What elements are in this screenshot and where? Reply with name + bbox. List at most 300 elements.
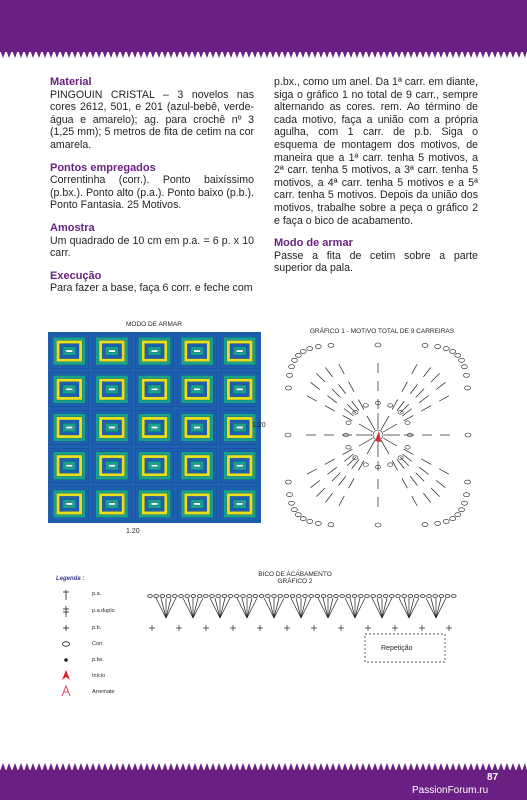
chain-loop xyxy=(452,595,457,598)
chain-loop xyxy=(459,508,465,512)
chain-loop xyxy=(290,595,295,598)
repeat-label: Repetição xyxy=(381,645,413,652)
chain-loop xyxy=(160,595,165,598)
stitch-post xyxy=(325,406,335,411)
chain-loop xyxy=(148,595,153,598)
motif-ring xyxy=(109,350,116,352)
heading-pontos: Pontos empregados xyxy=(50,161,156,174)
chain-loop xyxy=(235,595,240,598)
stitch-post xyxy=(311,480,320,487)
chain-loop xyxy=(388,404,393,408)
legend-title: Legenda : xyxy=(56,576,85,582)
motif-ring xyxy=(109,503,116,505)
chain-loop xyxy=(340,595,345,598)
motif-ring xyxy=(236,426,243,428)
motif-square xyxy=(220,334,259,368)
heading-modo-de-armar: Modo de armar xyxy=(274,237,353,250)
chain-loop xyxy=(383,595,388,598)
stitch-post xyxy=(431,488,440,497)
chain-loop xyxy=(185,595,190,598)
heading-material: Material xyxy=(50,76,92,88)
chain-loop xyxy=(287,373,293,377)
stitch-post xyxy=(352,401,359,410)
chain-loop xyxy=(433,595,438,598)
motif-ring xyxy=(194,388,201,390)
assembly-grid-diagram xyxy=(48,332,261,523)
chain-loop xyxy=(204,595,209,598)
shell-stitch xyxy=(355,598,365,618)
top-zigzag-border xyxy=(0,50,527,58)
stitch-post xyxy=(358,400,363,410)
shell-stitch xyxy=(166,598,171,618)
chain-loop xyxy=(455,353,461,357)
motif-ring xyxy=(109,426,116,428)
legend-arremate-icon xyxy=(62,686,70,696)
chain-loop xyxy=(179,595,184,598)
graphic1-title: GRÁFICO 1 - MOTIVO TOTAL DE 9 CARREIRAS xyxy=(309,328,455,335)
shell-stitch xyxy=(328,598,333,618)
text-pontos: Correntinha (corr.). Ponto baixíssimo (p.bx.). Ponto alto (p.a.). Ponto baixo (p.b.). Ponto Fantasia. 25 Motivos. xyxy=(50,174,254,212)
chain-loop xyxy=(309,595,314,598)
heading-amostra: Amostra xyxy=(50,221,95,234)
chain-loop xyxy=(197,595,202,598)
chain-loop xyxy=(247,595,252,598)
chain-loop xyxy=(285,386,291,390)
shell-stitch xyxy=(269,598,274,618)
motif-ring xyxy=(236,350,243,352)
chain-loop xyxy=(390,595,395,598)
motif-ring xyxy=(151,503,158,505)
chain-loop xyxy=(328,595,333,598)
chain-loop xyxy=(278,595,283,598)
stitch-post xyxy=(402,454,411,461)
chain-loop xyxy=(346,595,351,598)
stitch-post xyxy=(347,404,356,413)
stitch-post xyxy=(367,416,375,430)
chain-loop xyxy=(435,345,441,349)
chain-loop xyxy=(315,521,321,525)
motif-ring xyxy=(66,426,73,428)
motif-ring xyxy=(109,388,116,390)
chain-loop xyxy=(295,513,301,517)
chain-loop xyxy=(287,493,293,497)
chain-loop xyxy=(422,343,428,347)
chain-loop xyxy=(463,373,469,377)
chain-loop xyxy=(346,421,351,425)
assembly-width-label: 1.20 xyxy=(126,528,140,535)
shell-stitch xyxy=(247,598,257,618)
stitch-post xyxy=(338,476,345,485)
chain-loop xyxy=(377,595,382,598)
shell-stitch xyxy=(372,598,382,618)
shell-stitch xyxy=(193,598,198,618)
shell-stitch xyxy=(404,598,409,618)
shell-stitch xyxy=(355,598,360,618)
stitch-post xyxy=(325,493,332,502)
motif-ring xyxy=(236,465,243,467)
stitch-post xyxy=(311,382,320,389)
shell-stitch xyxy=(382,598,387,618)
stitch-post xyxy=(359,424,373,432)
text-modo-de-armar: Passe a fita de cetim sobre a parte superior da pala. xyxy=(274,249,478,275)
motif-ring xyxy=(194,503,201,505)
assembly-title: MODO DE ARMAR xyxy=(126,321,182,328)
chain-loop xyxy=(363,404,368,408)
legend-inicio-icon xyxy=(62,670,70,680)
stitch-post xyxy=(439,396,449,401)
legend-item-pa: p.a. xyxy=(92,591,102,597)
chain-loop xyxy=(421,595,426,598)
stitch-post xyxy=(349,382,354,392)
motif-square xyxy=(135,334,174,368)
shell-stitch xyxy=(345,598,355,618)
shell-stitch xyxy=(247,598,252,618)
motif-ring xyxy=(66,465,73,467)
stitch-post xyxy=(325,459,335,464)
graphic2-title-line2: GRÁFICO 2 xyxy=(277,578,313,585)
motif-ring xyxy=(236,388,243,390)
stitch-post xyxy=(381,416,389,430)
motif-square xyxy=(220,449,259,483)
motif-square xyxy=(50,372,89,406)
stitch-post xyxy=(383,424,397,432)
chain-loop xyxy=(303,595,308,598)
legend-item-pbx: p.bx. xyxy=(92,657,104,663)
stitch-post xyxy=(402,478,407,488)
chain-loop xyxy=(405,421,410,425)
stitch-post xyxy=(339,496,344,506)
motif-ring xyxy=(151,426,158,428)
chain-loop xyxy=(465,480,471,484)
shell-stitch xyxy=(291,598,301,618)
chain-loop xyxy=(443,347,449,351)
stitch-post xyxy=(332,473,341,482)
stitch-post xyxy=(359,438,373,446)
shell-stitch xyxy=(409,598,419,618)
chain-loop xyxy=(272,595,277,598)
shell-stitch xyxy=(188,598,193,618)
stitch-post xyxy=(436,382,445,389)
stitch-post xyxy=(307,396,317,401)
chain-loop xyxy=(463,493,469,497)
text-amostra: Um quadrado de 10 cm em p.a. = 6 p. x 10 carr. xyxy=(50,234,254,260)
shell-stitch xyxy=(426,598,436,618)
motif-ring xyxy=(194,350,201,352)
stitch-post xyxy=(307,469,317,474)
shell-stitch xyxy=(220,598,230,618)
stitch-post xyxy=(338,384,345,393)
chain-loop xyxy=(371,595,376,598)
stitch-post xyxy=(436,480,445,487)
chain-loop xyxy=(445,595,450,598)
stitch-post xyxy=(327,467,336,474)
chain-loop xyxy=(315,345,321,349)
chain-loop xyxy=(173,595,178,598)
chain-loop xyxy=(461,365,467,369)
motif-ring xyxy=(194,465,201,467)
chain-loop xyxy=(359,595,364,598)
chain-loop xyxy=(253,595,258,598)
left-column xyxy=(50,76,254,305)
motif-square xyxy=(93,372,132,406)
stitch-post xyxy=(344,409,353,416)
graphic1-motif-chart xyxy=(283,340,473,530)
chain-loop xyxy=(321,595,326,598)
stitch-post xyxy=(325,368,332,377)
stitch-post xyxy=(339,364,344,374)
site-watermark: PassionForum.ru xyxy=(412,785,489,796)
text-material: PINGOUIN CRISTAL – 3 novelos nas cores 2612, 501, e 201 (azul-bebê, verde-água e amarelo); ag. para crochê nº 3 (1,25 mm); 5 metros de fita de cetim na cor amarela. xyxy=(50,88,254,151)
chain-loop xyxy=(450,517,456,521)
stitch-post xyxy=(410,384,417,393)
chain-loop xyxy=(352,595,357,598)
stitch-post xyxy=(402,409,411,416)
chain-loop xyxy=(295,353,301,357)
chain-loop xyxy=(465,433,471,437)
shell-stitch xyxy=(382,598,392,618)
stitch-post xyxy=(344,454,353,461)
shell-stitch xyxy=(274,598,284,618)
legend-pbx-icon xyxy=(64,658,68,662)
chain-loop xyxy=(259,595,264,598)
stitch-post xyxy=(347,457,356,466)
shell-stitch xyxy=(431,598,436,618)
stitch-post xyxy=(421,459,431,464)
motif-ring xyxy=(66,388,73,390)
motif-ring xyxy=(109,465,116,467)
stitch-post xyxy=(392,400,397,410)
top-band xyxy=(0,0,527,52)
motif-square xyxy=(93,449,132,483)
shell-stitch xyxy=(237,598,247,618)
chain-loop xyxy=(291,358,297,362)
legend-symbols xyxy=(56,588,76,698)
chain-loop xyxy=(396,595,401,598)
chain-loop xyxy=(405,445,410,449)
legend-item-corr: Corr. xyxy=(92,641,104,647)
motif-square xyxy=(93,410,132,444)
chain-loop xyxy=(461,501,467,505)
stitch-post xyxy=(421,406,431,411)
motif-square xyxy=(220,487,259,521)
chain-loop xyxy=(422,523,428,527)
shell-stitch xyxy=(193,598,203,618)
stitch-post xyxy=(332,389,341,398)
motif-square xyxy=(178,372,217,406)
motif-ring xyxy=(66,350,73,352)
motif-ring xyxy=(151,350,158,352)
motif-square xyxy=(50,410,89,444)
chain-loop xyxy=(465,386,471,390)
chain-loop xyxy=(266,595,271,598)
legend-corr-icon xyxy=(63,642,70,646)
motif-ring xyxy=(236,503,243,505)
shell-stitch xyxy=(436,598,441,618)
stitch-post xyxy=(419,395,428,402)
motif-square xyxy=(50,334,89,368)
stitch-post xyxy=(349,478,354,488)
shell-stitch xyxy=(215,598,220,618)
chain-loop xyxy=(414,595,419,598)
stitch-post xyxy=(431,373,440,382)
shell-stitch xyxy=(210,598,220,618)
stitch-post xyxy=(400,457,409,466)
motif-square xyxy=(178,449,217,483)
legend-item-pa-duplo: p.a.duplo xyxy=(92,608,115,614)
motif-square xyxy=(50,449,89,483)
chain-loop xyxy=(346,445,351,449)
motif-square xyxy=(135,449,174,483)
chain-loop xyxy=(228,595,233,598)
motif-square xyxy=(93,334,132,368)
chain-loop xyxy=(375,523,381,527)
chain-loop xyxy=(300,349,306,353)
stitch-post xyxy=(352,459,359,468)
stitch-post xyxy=(343,449,353,454)
stitch-post xyxy=(439,469,449,474)
shell-stitch xyxy=(350,598,355,618)
stitch-post xyxy=(416,473,425,482)
stitch-post xyxy=(412,496,417,506)
legend-item-arremate: Arremate xyxy=(92,689,115,695)
chain-loop xyxy=(315,595,320,598)
stitch-post xyxy=(404,415,414,420)
shell-stitch xyxy=(156,598,166,618)
chain-loop xyxy=(210,595,215,598)
stitch-post xyxy=(327,395,336,402)
shell-stitch xyxy=(328,598,338,618)
stitch-post xyxy=(423,368,430,377)
chain-loop xyxy=(450,349,456,353)
motif-square xyxy=(178,487,217,521)
chain-loop xyxy=(402,595,407,598)
chain-loop xyxy=(222,595,227,598)
chain-loop xyxy=(241,595,246,598)
shell-stitch xyxy=(183,598,193,618)
shell-stitch xyxy=(166,598,176,618)
stitch-post xyxy=(381,440,389,454)
chain-loop xyxy=(459,358,465,362)
shell-stitch xyxy=(323,598,328,618)
shell-stitch xyxy=(399,598,409,618)
chain-loop xyxy=(363,463,368,467)
chain-loop xyxy=(289,365,295,369)
chain-loop xyxy=(328,343,334,347)
motif-square xyxy=(135,372,174,406)
assembly-height-label: 1.20 xyxy=(252,422,266,429)
stitch-post xyxy=(383,438,397,446)
motif-square xyxy=(50,487,89,521)
chain-loop xyxy=(284,595,289,598)
text-execucao-continued: p.bx., como um anel. Da 1ª carr. em diante, siga o gráfico 1 no total de 9 carr., sempre alternando as cores. rem. Ao término de cada motivo, faça a união com a própria agulha, com 1 carr. de p.b. Siga o esquema de montagem dos motivos, de maneira que a 1ª carr. tenha 5 motivos, a 2ª carr. tenha 5 motivos, a 3ª carr. tenha 5 motivos, a 4ª carr. tenha 5 motivos e a 5ª carr. tenha 5 motivos. Depois da união dos motivos, trabalhe sobre a peça o gráfico 2 e faça o bico de acabamento. xyxy=(274,76,478,227)
motif-ring xyxy=(194,426,201,428)
shell-stitch xyxy=(318,598,328,618)
motif-square xyxy=(135,487,174,521)
chain-loop xyxy=(439,595,444,598)
shell-stitch xyxy=(161,598,166,618)
chain-loop xyxy=(427,595,432,598)
stitch-post xyxy=(397,459,404,468)
stitch-post xyxy=(404,449,414,454)
chain-loop xyxy=(285,480,291,484)
motif-ring xyxy=(151,388,158,390)
chain-loop xyxy=(285,433,291,437)
stitch-post xyxy=(367,440,375,454)
chain-loop xyxy=(291,508,297,512)
chain-loop xyxy=(307,519,313,523)
chain-loop xyxy=(455,513,461,517)
graphic2-edging-chart xyxy=(140,588,460,668)
graphic2-title-line1: BICO DE ACABAMENTO xyxy=(258,571,332,578)
motif-square xyxy=(220,372,259,406)
shell-stitch xyxy=(436,598,446,618)
shell-stitch xyxy=(301,598,306,618)
shell-stitch xyxy=(220,598,225,618)
legend-item-pb: p.b. xyxy=(92,625,102,631)
stitch-post xyxy=(343,415,353,420)
shell-stitch xyxy=(377,598,382,618)
chain-loop xyxy=(154,595,159,598)
heading-execucao: Execução xyxy=(50,269,102,282)
chain-loop xyxy=(328,523,334,527)
stitch-post xyxy=(412,364,417,374)
motif-square xyxy=(93,487,132,521)
shell-stitch xyxy=(296,598,301,618)
motif-square xyxy=(178,334,217,368)
text-execucao: Para fazer a base, faça 6 corr. e feche com xyxy=(50,282,253,295)
chain-loop xyxy=(408,595,413,598)
chain-loop xyxy=(191,595,196,598)
right-column xyxy=(274,76,478,285)
stitch-post xyxy=(397,401,404,410)
motif-ring xyxy=(151,465,158,467)
chain-loop xyxy=(365,595,370,598)
motif-square xyxy=(135,410,174,444)
chain-loop xyxy=(300,517,306,521)
start-arrow-icon xyxy=(375,431,381,442)
chain-loop xyxy=(216,595,221,598)
stitch-post xyxy=(419,467,428,474)
chain-loop xyxy=(334,595,339,598)
stitch-post xyxy=(423,493,430,502)
shell-stitch xyxy=(274,598,279,618)
legend-item-inicio: Início xyxy=(92,673,106,679)
stitch-post xyxy=(316,373,325,382)
stitch-post xyxy=(358,461,363,471)
chain-loop xyxy=(166,595,171,598)
chain-loop xyxy=(443,519,449,523)
shell-stitch xyxy=(242,598,247,618)
stitch-post xyxy=(392,461,397,471)
chain-loop xyxy=(297,595,302,598)
shell-stitch xyxy=(301,598,311,618)
chain-loop xyxy=(435,521,441,525)
chain-loop xyxy=(289,501,295,505)
shell-stitch xyxy=(264,598,274,618)
stitch-post xyxy=(410,476,417,485)
stitch-post xyxy=(316,488,325,497)
chain-loop xyxy=(375,343,381,347)
shell-stitch xyxy=(409,598,414,618)
stitch-post xyxy=(400,404,409,413)
stitch-post xyxy=(402,382,407,392)
page-number: 87 xyxy=(487,772,499,783)
motif-square xyxy=(178,410,217,444)
chain-loop xyxy=(307,347,313,351)
chain-loop xyxy=(388,463,393,467)
motif-ring xyxy=(66,503,73,505)
stitch-post xyxy=(416,389,425,398)
